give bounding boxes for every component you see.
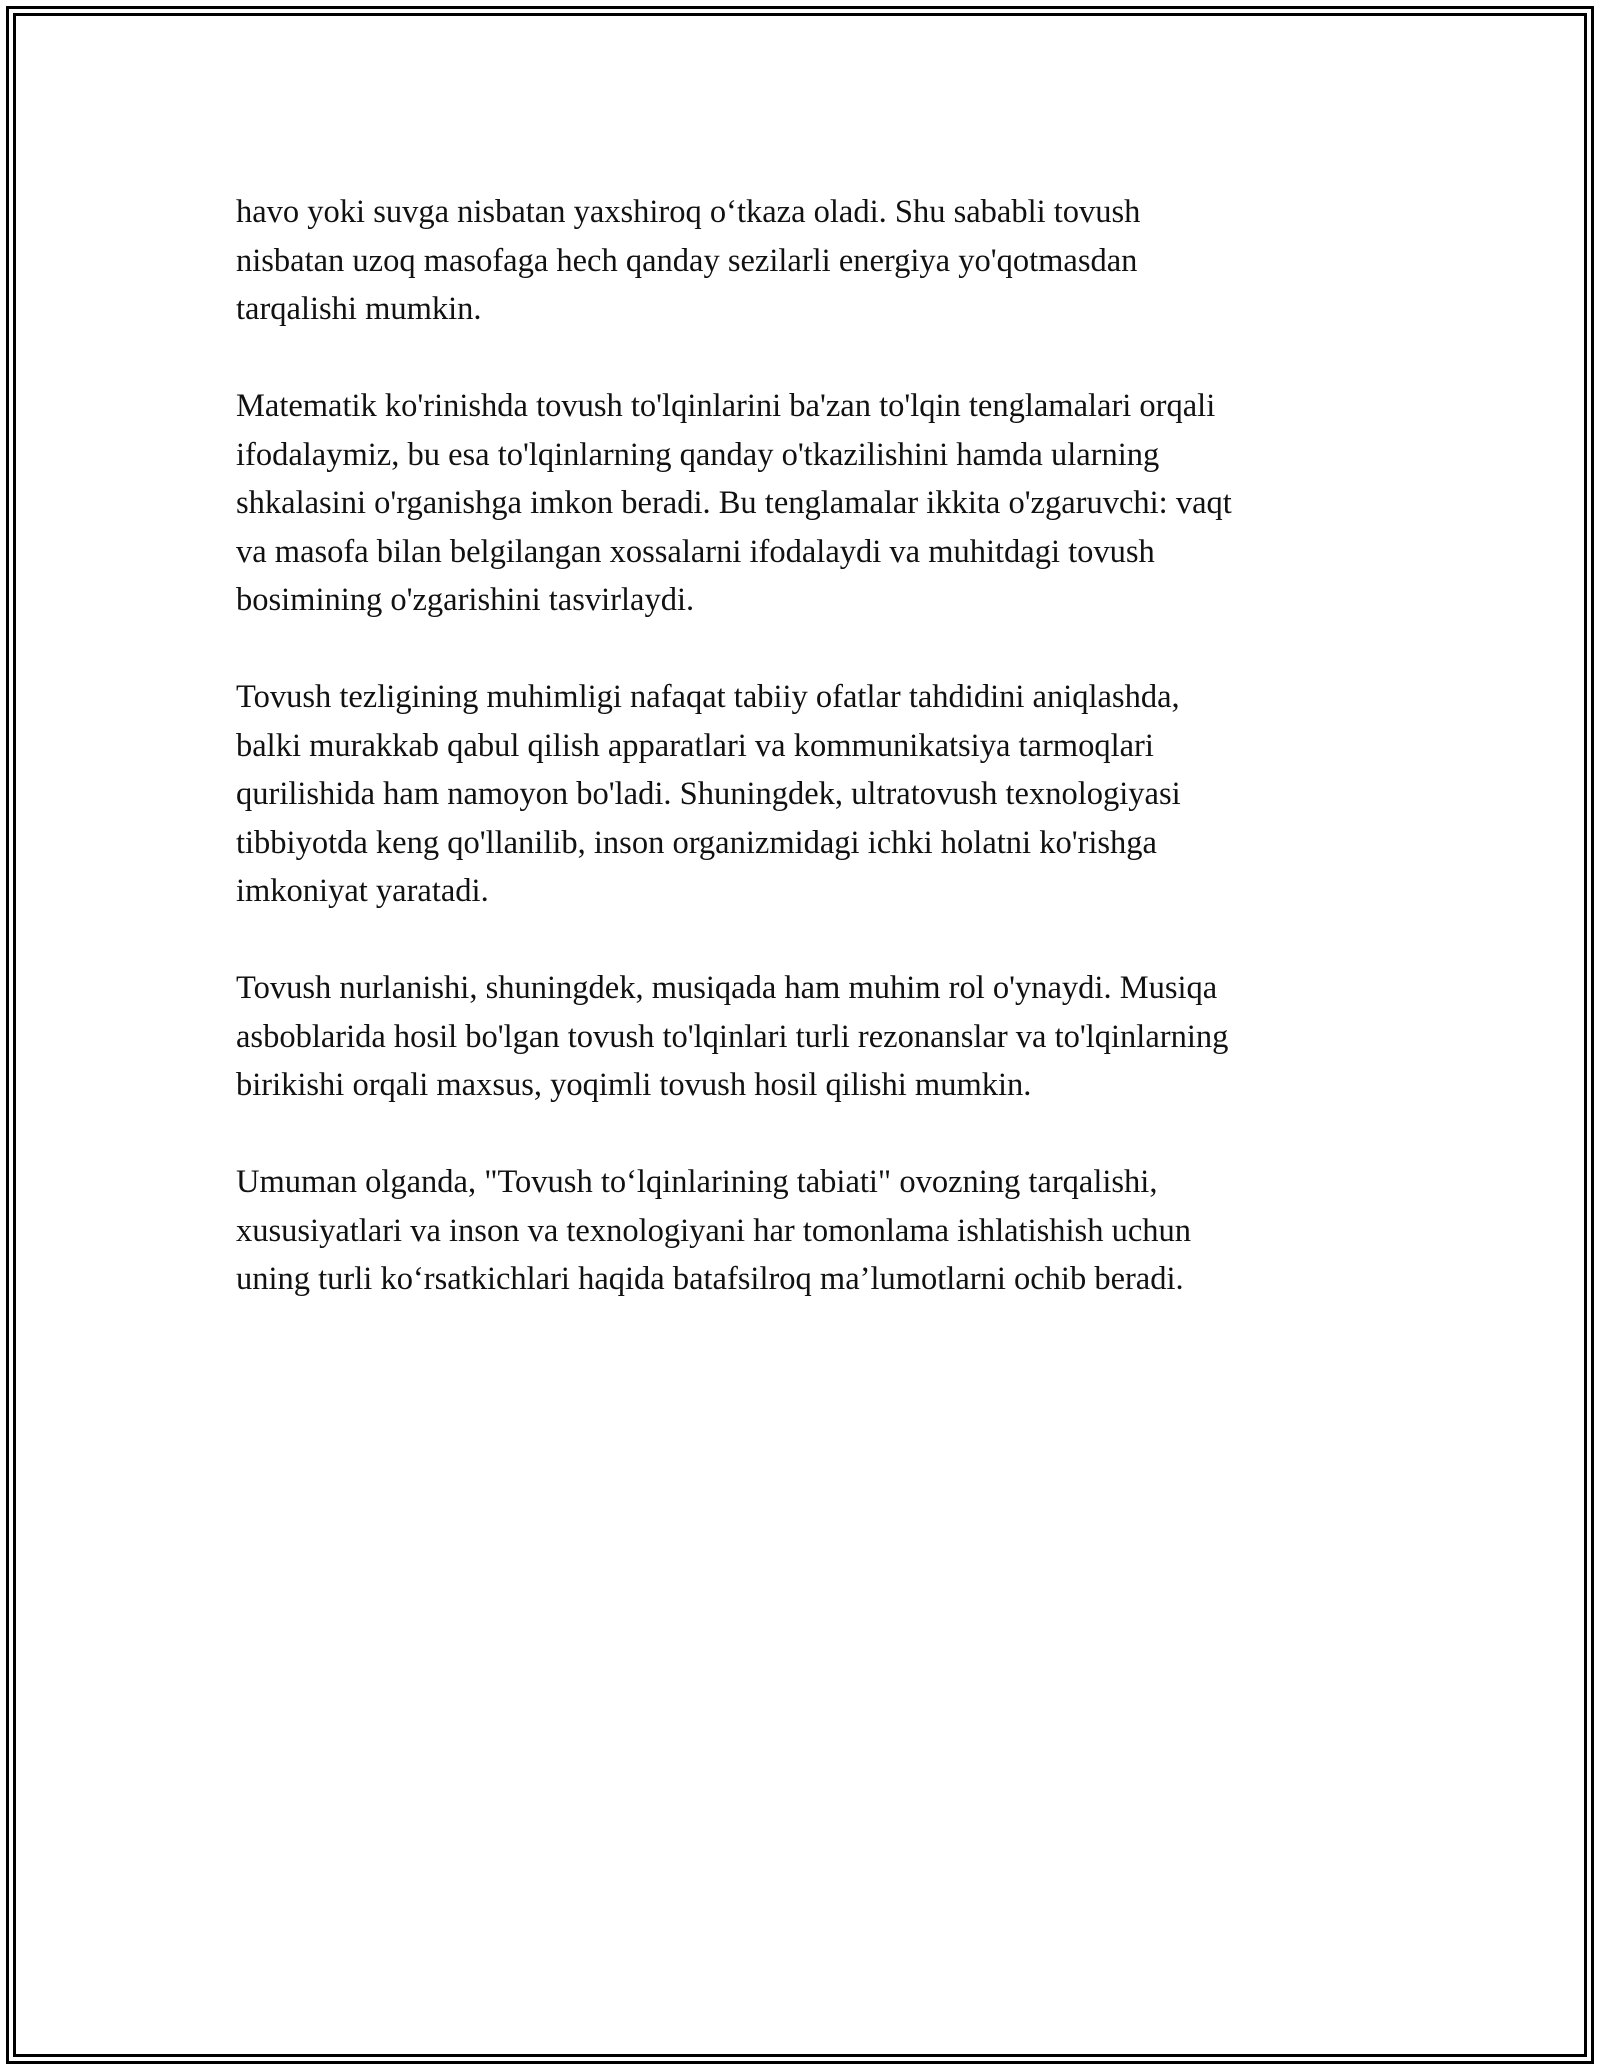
text-line: imkoniyat yaratadi. — [236, 873, 489, 909]
paragraph-1 — [236, 188, 1376, 334]
text-line: Tovush tezligining muhimligi nafaqat tabiiy ofatlar tahdidini aniqlashda, — [236, 679, 1180, 715]
text-line: xususiyatlari va inson va texnologiyani har tomonlama ishlatishish uchun — [236, 1212, 1191, 1249]
paragraph-3 — [236, 673, 1376, 916]
text-line: tarqalishi mumkin. — [236, 291, 482, 327]
text-line: Matematik ko'rinishda tovush to'lqinlarini ba'zan to'lqin tenglamalari orqali — [236, 388, 1216, 424]
text-line: asboblarida hosil bo'lgan tovush to'lqinlari turli rezonanslar va to'lqinlarning — [236, 1018, 1229, 1055]
paragraph-4 — [236, 964, 1376, 1110]
text-line: Tovush nurlanishi, shuningdek, musiqada ham muhim rol o'ynaydi. Musiqa — [236, 970, 1218, 1006]
text-line: tibbiyotda keng qo'llanilib, inson organizmidagi ichki holatni ko'rishga — [236, 824, 1157, 861]
paragraph-5 — [236, 1158, 1376, 1304]
text-line: ifodalaymiz, bu esa to'lqinlarning qanday o'tkazilishini hamda ularning — [236, 436, 1160, 473]
text-line: birikishi orqali maxsus, yoqimli tovush hosil qilishi mumkin. — [236, 1067, 1032, 1103]
paragraph-2 — [236, 382, 1376, 625]
text-line: nisbatan uzoq masofaga hech qanday sezilarli energiya yo'qotmasdan — [236, 242, 1138, 279]
text-line: bosimining o'zgarishini tasvirlaydi. — [236, 582, 695, 618]
text-line: shkalasini o'rganishga imkon beradi. Bu tenglamalar ikkita o'zgaruvchi: vaqt — [236, 485, 1232, 521]
text-line: Umuman olganda, "Tovush to‘lqinlarining tabiati" ovozning tarqalishi, — [236, 1164, 1158, 1200]
text-line: uning turli ko‘rsatkichlari haqida batafsilroq ma’lumotlarni ochib beradi. — [236, 1261, 1184, 1297]
text-line: balki murakkab qabul qilish apparatlari va kommunikatsiya tarmoqlari — [236, 727, 1154, 764]
document-body — [236, 188, 1376, 1352]
text-line: va masofa bilan belgilangan xossalarni ifodalaydi va muhitdagi tovush — [236, 533, 1155, 570]
text-line: qurilishida ham namoyon bo'ladi. Shuningdek, ultratovush texnologiyasi — [236, 776, 1181, 812]
text-line: havo yoki suvga nisbatan yaxshiroq o‘tkaza oladi. Shu sababli tovush — [236, 194, 1141, 230]
